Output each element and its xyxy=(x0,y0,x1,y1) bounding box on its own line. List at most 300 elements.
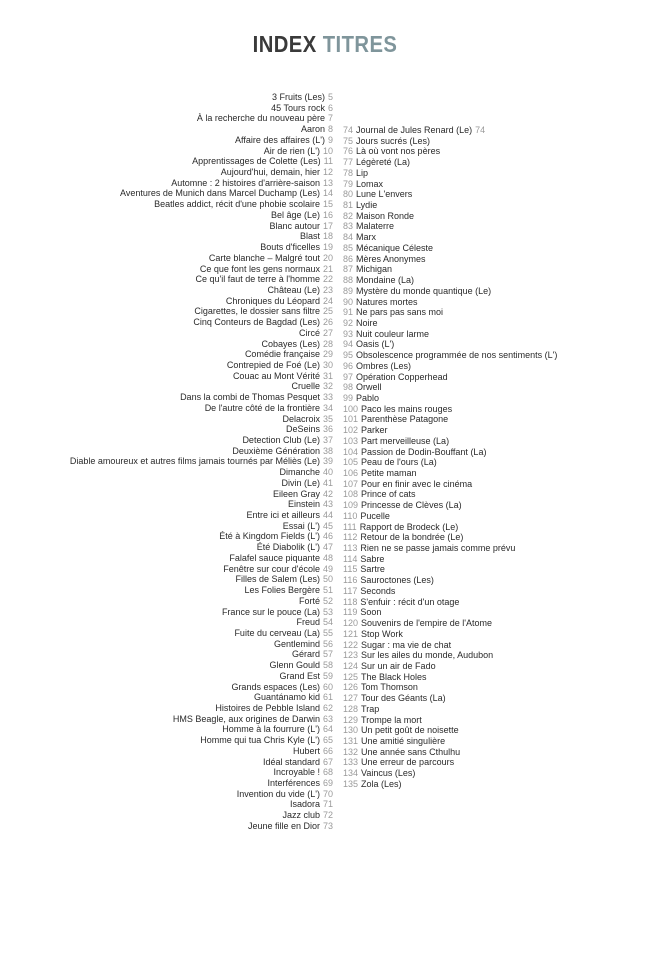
entry-number: 116 xyxy=(343,575,358,586)
index-entry xyxy=(70,296,333,307)
entry-number: 77 xyxy=(343,157,354,168)
entry-title: Chroniques du Léopard xyxy=(225,295,320,306)
entry-number: 67 xyxy=(322,756,333,767)
entry-number: 98 xyxy=(343,382,354,393)
entry-title: Gérard xyxy=(291,649,320,660)
entry-title: 45 Tours rock xyxy=(271,102,325,113)
entry-number: 39 xyxy=(322,456,333,467)
entry-title: Fuite du cerveau (La) xyxy=(234,627,320,638)
entry-number: 56 xyxy=(322,638,333,649)
index-entry xyxy=(343,297,557,308)
entry-number: 85 xyxy=(343,242,354,253)
entry-title: Sartre xyxy=(360,564,385,575)
entry-title: Part merveilleuse (La) xyxy=(361,435,450,446)
entry-title: Pablo xyxy=(356,392,380,403)
index-entry xyxy=(70,103,333,114)
entry-title: Blast xyxy=(299,231,320,242)
entry-number: 106 xyxy=(343,468,359,478)
entry-title: Marx xyxy=(356,232,377,243)
entry-number: 29 xyxy=(322,349,333,360)
entry-title: Aujourd'hui, demain, hier xyxy=(220,167,320,178)
entry-number: 27 xyxy=(322,327,333,338)
entry-title: Carte blanche – Malgré tout xyxy=(208,252,320,263)
entry-number: 12 xyxy=(322,167,333,178)
entry-title: Zola (Les) xyxy=(361,778,402,789)
entry-title: Forté xyxy=(298,595,320,606)
index-entry xyxy=(343,554,557,565)
index-entry xyxy=(70,746,333,757)
index-entry xyxy=(70,767,333,778)
entry-title: Noire xyxy=(356,317,378,328)
index-entry xyxy=(70,253,333,264)
entry-title: Rapport de Brodeck (Le) xyxy=(359,521,459,532)
entry-title: Fenêtre sur cour d'école xyxy=(223,563,320,574)
entry-title: Pucelle xyxy=(360,510,390,521)
entry-number: 114 xyxy=(343,553,358,564)
entry-number: 81 xyxy=(343,200,354,211)
entry-title: Stop Work xyxy=(361,628,403,639)
entry-title: Sauroctones (Les) xyxy=(360,575,434,586)
index-entry xyxy=(343,329,557,340)
entry-number: 51 xyxy=(322,585,333,596)
index-entry xyxy=(343,725,557,736)
entry-number: 14 xyxy=(322,188,333,199)
entry-title: Lune L'envers xyxy=(356,189,413,200)
entry-number: 57 xyxy=(322,649,333,660)
index-entry xyxy=(343,168,557,179)
index-entry xyxy=(343,747,557,758)
index-entry xyxy=(70,392,333,403)
entry-title: Air de rien (L') xyxy=(263,145,320,156)
entry-title: Dimanche xyxy=(279,467,320,478)
entry-number: 112 xyxy=(343,532,358,543)
index-entry xyxy=(343,125,557,136)
entry-title: Lydie xyxy=(356,200,378,211)
index-entry xyxy=(70,188,333,199)
page-title xyxy=(39,31,611,58)
entry-number: 65 xyxy=(322,735,333,746)
entry-number: 78 xyxy=(343,167,354,178)
index-entry xyxy=(343,511,557,522)
index-entry xyxy=(343,757,557,768)
index-entry xyxy=(70,617,333,628)
entry-number: 117 xyxy=(343,585,358,596)
index-entry xyxy=(70,167,333,178)
entry-title: Retour de la bondrée (Le) xyxy=(360,532,464,543)
entry-number: 8 xyxy=(327,124,333,135)
entry-title: Château (Le) xyxy=(267,284,320,295)
index-entry xyxy=(343,404,557,415)
entry-number: 119 xyxy=(343,607,358,618)
index-entry xyxy=(343,468,557,479)
entry-number: 18 xyxy=(322,231,333,242)
entry-title: Mondaine (La) xyxy=(356,275,415,286)
entry-number: 19 xyxy=(322,242,333,253)
index-entry xyxy=(343,382,557,393)
entry-number: 38 xyxy=(322,445,333,456)
entry-number: 9 xyxy=(327,134,333,145)
index-entry xyxy=(70,639,333,650)
entry-title: Guantánamo kid xyxy=(253,692,320,703)
index-entry xyxy=(70,92,333,103)
entry-title: Lip xyxy=(356,167,369,178)
entry-number: 99 xyxy=(343,392,354,403)
entry-title: Parenthèse Patagone xyxy=(361,414,449,425)
entry-number: 61 xyxy=(322,692,333,703)
entry-title: Seconds xyxy=(360,585,396,596)
entry-number: 108 xyxy=(343,489,359,500)
entry-number: 132 xyxy=(343,746,359,757)
index-entry xyxy=(70,499,333,510)
index-entry xyxy=(70,596,333,607)
entry-title: Couac au Mont Vérité xyxy=(232,370,320,381)
index-entry xyxy=(70,489,333,500)
entry-title: Petite maman xyxy=(361,468,417,478)
entry-title: Été Diabolik (L') xyxy=(256,542,320,553)
entry-title: Souvenirs de l'empire de l'Atome xyxy=(361,618,493,629)
index-entry xyxy=(343,243,557,254)
entry-number: 86 xyxy=(343,253,354,264)
entry-title: Nuit couleur larme xyxy=(356,328,430,339)
entry-number: 88 xyxy=(343,275,354,286)
index-entry xyxy=(343,586,557,597)
index-entry xyxy=(343,629,557,640)
entry-title: Sur un air de Fado xyxy=(361,660,436,671)
entry-title: Contrepied de Foé (Le) xyxy=(226,359,320,370)
entry-title: Pour en finir avec le cinéma xyxy=(361,478,473,489)
entry-number: 135 xyxy=(343,778,359,789)
entry-number: 47 xyxy=(322,542,333,553)
entry-title: Aventures de Munich dans Marcel Duchamp (Les) xyxy=(120,188,320,199)
index-entry xyxy=(70,542,333,553)
entry-title: Une amitié singulière xyxy=(361,735,446,746)
entry-title: Homme à la fourrure (L') xyxy=(222,724,320,735)
index-entry xyxy=(70,714,333,725)
entry-number: 97 xyxy=(343,371,354,382)
entry-title: Sabre xyxy=(360,553,385,564)
entry-title: Blanc autour xyxy=(269,220,320,231)
entry-title: Orwell xyxy=(356,382,382,393)
entry-number: 30 xyxy=(322,359,333,370)
index-entry xyxy=(70,789,333,800)
index-entry xyxy=(343,564,557,575)
entry-number: 6 xyxy=(327,102,333,113)
entry-number: 16 xyxy=(322,209,333,220)
entry-title: Jeune fille en Dior xyxy=(247,820,320,831)
title-index: INDEX xyxy=(252,31,317,57)
entry-title: Essai (L') xyxy=(282,520,320,531)
index-entry xyxy=(70,242,333,253)
index-entry xyxy=(343,307,557,318)
entry-number: 46 xyxy=(322,531,333,542)
entry-title: Jours sucrés (Les) xyxy=(356,135,431,146)
index-entry xyxy=(70,435,333,446)
entry-number: 43 xyxy=(322,499,333,510)
entry-title: Detection Club (Le) xyxy=(242,435,320,445)
entry-number: 45 xyxy=(322,520,333,531)
entry-number: 32 xyxy=(322,381,333,392)
index-entry xyxy=(70,660,333,671)
entry-number: 118 xyxy=(343,596,358,607)
entry-title: Ce que font les gens normaux xyxy=(199,263,320,274)
index-entry xyxy=(70,607,333,618)
index-entry xyxy=(343,200,557,211)
entry-title: Diable amoureux et autres films jamais tournés par Méliès (Le) xyxy=(69,456,320,467)
entry-number: 104 xyxy=(343,446,359,457)
entry-number: 113 xyxy=(343,543,358,554)
entry-title: Automne : 2 histoires d'arrière-saison xyxy=(171,177,320,188)
index-entry xyxy=(343,672,557,683)
entry-page-number: 74 xyxy=(475,125,486,135)
entry-number: 64 xyxy=(322,724,333,735)
entry-title: Mères Anonymes xyxy=(356,253,426,264)
index-entry xyxy=(343,157,557,168)
entry-number: 133 xyxy=(343,757,359,768)
index-entry xyxy=(70,360,333,371)
entry-number: 111 xyxy=(343,521,357,532)
index-entry xyxy=(70,231,333,242)
entry-number: 50 xyxy=(322,574,333,585)
index-entry xyxy=(70,521,333,532)
index-entry xyxy=(70,285,333,296)
entry-title: Apprentissages de Colette (Les) xyxy=(192,156,321,167)
index-entry xyxy=(70,306,333,317)
entry-number: 11 xyxy=(323,156,333,167)
entry-title: Journal de Jules Renard (Le) xyxy=(356,125,473,135)
entry-title: Parker xyxy=(361,425,388,436)
entry-number: 125 xyxy=(343,671,359,682)
entry-number: 91 xyxy=(343,307,354,318)
index-entry xyxy=(343,372,557,383)
entry-title: Trompe la mort xyxy=(361,714,422,725)
index-entry xyxy=(343,779,557,790)
entry-title: Soon xyxy=(360,607,382,618)
entry-title: Cigarettes, le dossier sans filtre xyxy=(194,306,320,317)
index-entry xyxy=(343,146,557,157)
entry-number: 41 xyxy=(322,477,333,488)
index-entry xyxy=(343,597,557,608)
entry-number: 102 xyxy=(343,425,359,436)
entry-title: Ne pars pas sans moi xyxy=(356,307,444,318)
index-entry xyxy=(343,136,557,147)
entry-title: Michigan xyxy=(356,264,393,275)
entry-title: Entre ici et ailleurs xyxy=(246,510,320,521)
entry-number: 5 xyxy=(327,92,333,102)
entry-title: France sur le pouce (La) xyxy=(221,606,320,617)
index-entry xyxy=(343,661,557,672)
entry-title: Sugar : ma vie de chat xyxy=(361,639,452,650)
index-entry xyxy=(343,339,557,350)
entry-number: 128 xyxy=(343,703,359,714)
entry-number: 34 xyxy=(322,402,333,413)
index-entry xyxy=(343,318,557,329)
entry-number: 110 xyxy=(343,510,358,521)
index-entry xyxy=(343,264,557,275)
entry-number: 121 xyxy=(343,628,359,639)
index-entry xyxy=(343,618,557,629)
entry-title: Natures mortes xyxy=(356,296,418,307)
entry-number: 134 xyxy=(343,768,359,779)
entry-title: Trap xyxy=(361,703,380,714)
entry-number: 95 xyxy=(343,350,354,361)
entry-title: Eileen Gray xyxy=(272,488,320,499)
index-entry xyxy=(343,543,557,554)
index-entry xyxy=(343,457,557,468)
index-entry xyxy=(70,221,333,232)
entry-number: 75 xyxy=(343,135,354,146)
entry-number: 127 xyxy=(343,693,359,704)
index-entry xyxy=(70,799,333,810)
entry-number: 115 xyxy=(343,564,358,575)
index-entry xyxy=(343,425,557,436)
index-entry xyxy=(70,156,333,167)
index-entry xyxy=(343,179,557,190)
entry-title: Oasis (L') xyxy=(356,339,395,350)
entry-title: Isadora xyxy=(289,799,320,810)
index-entry xyxy=(70,757,333,768)
entry-title: Rien ne se passe jamais comme prévu xyxy=(360,543,516,554)
entry-title: Princesse de Clèves (La) xyxy=(361,500,462,511)
entry-number: 53 xyxy=(322,606,333,617)
entry-title: Gentlemind xyxy=(273,638,320,649)
entry-number: 82 xyxy=(343,210,354,221)
index-entry xyxy=(70,317,333,328)
entry-title: Cobayes (Les) xyxy=(261,338,320,349)
entry-number: 55 xyxy=(322,627,333,638)
entry-title: Ombres (Les) xyxy=(356,360,412,371)
entry-number: 123 xyxy=(343,650,359,661)
entry-title: 3 Fruits (Les) xyxy=(271,92,325,102)
index-entry xyxy=(70,113,333,124)
entry-title: Divin (Le) xyxy=(281,477,320,488)
entry-title: Grand Est xyxy=(279,670,320,681)
index-entry xyxy=(343,221,557,232)
entry-number: 74 xyxy=(343,125,354,135)
index-entry xyxy=(70,446,333,457)
entry-number: 62 xyxy=(322,702,333,713)
entry-number: 120 xyxy=(343,618,359,629)
entry-title: Ce qu'il faut de terre à l'homme xyxy=(195,274,320,285)
index-entry xyxy=(70,381,333,392)
entry-title: Affaire des affaires (L') xyxy=(235,134,325,145)
entry-number: 84 xyxy=(343,232,354,243)
entry-number: 105 xyxy=(343,457,359,468)
index-entry xyxy=(70,703,333,714)
entry-number: 83 xyxy=(343,221,354,232)
index-entry xyxy=(70,574,333,585)
entry-number: 42 xyxy=(322,488,333,499)
index-left-column xyxy=(70,92,333,832)
entry-number: 109 xyxy=(343,500,359,511)
entry-title: À la recherche du nouveau père xyxy=(196,113,325,124)
entry-title: Cinq Conteurs de Bagdad (Les) xyxy=(193,317,320,328)
entry-number: 25 xyxy=(322,306,333,317)
index-entry xyxy=(70,649,333,660)
entry-title: Deuxième Génération xyxy=(232,445,320,456)
entry-number: 10 xyxy=(322,145,333,156)
entry-title: Légèreté (La) xyxy=(356,157,411,168)
entry-number: 71 xyxy=(322,799,333,810)
entry-title: Delacroix xyxy=(282,413,320,424)
index-entry xyxy=(70,810,333,821)
index-entry xyxy=(343,532,557,543)
index-entry xyxy=(343,693,557,704)
index-entry xyxy=(343,447,557,458)
entry-number: 54 xyxy=(322,617,333,628)
entry-number: 96 xyxy=(343,360,354,371)
index-entry xyxy=(70,671,333,682)
entry-number: 130 xyxy=(343,725,359,736)
entry-number: 93 xyxy=(343,328,354,339)
entry-number: 26 xyxy=(322,317,333,328)
index-entry xyxy=(343,189,557,200)
entry-number: 103 xyxy=(343,435,359,446)
entry-title: Un petit goût de noisette xyxy=(361,725,459,736)
entry-title: Glenn Gould xyxy=(269,660,320,671)
index-entry xyxy=(70,349,333,360)
entry-number: 69 xyxy=(322,778,333,788)
index-entry xyxy=(70,821,333,832)
title-titres: TITRES xyxy=(322,31,398,57)
entry-number: 31 xyxy=(322,370,333,381)
index-entry xyxy=(70,564,333,575)
entry-number: 36 xyxy=(322,424,333,435)
index-entry xyxy=(343,640,557,651)
entry-number: 72 xyxy=(322,810,333,821)
index-entry xyxy=(70,456,333,467)
index-entry xyxy=(70,264,333,275)
entry-number: 52 xyxy=(322,595,333,606)
index-entry xyxy=(343,393,557,404)
index-entry xyxy=(70,339,333,350)
index-entry xyxy=(343,522,557,533)
index-entry xyxy=(70,778,333,789)
entry-number: 100 xyxy=(343,403,359,414)
entry-title: Dans la combi de Thomas Pesquet xyxy=(180,392,320,403)
entry-title: Freud xyxy=(296,617,320,628)
entry-title: Lomax xyxy=(356,178,384,189)
entry-title: Filles de Salem (Les) xyxy=(235,574,320,585)
entry-number: 73 xyxy=(322,820,333,831)
index-entry xyxy=(70,414,333,425)
index-entry xyxy=(343,715,557,726)
entry-title: Hubert xyxy=(292,745,320,756)
index-entry xyxy=(343,211,557,222)
index-entry xyxy=(343,232,557,243)
entry-number: 7 xyxy=(327,113,333,124)
entry-title: Tom Thomson xyxy=(361,682,418,693)
index-entry xyxy=(343,489,557,500)
index-entry xyxy=(70,199,333,210)
entry-title: Été à Kingdom Fields (L') xyxy=(219,531,320,542)
entry-title: HMS Beagle, aux origines de Darwin xyxy=(172,713,320,724)
index-entry xyxy=(343,650,557,661)
entry-number: 40 xyxy=(322,467,333,478)
entry-number: 33 xyxy=(322,392,333,403)
entry-title: Obsolescence programmée de nos sentiments (L') xyxy=(356,350,558,361)
entry-title: Homme qui tua Chris Kyle (L') xyxy=(200,735,320,746)
entry-number: 63 xyxy=(322,713,333,724)
entry-number: 44 xyxy=(322,510,333,521)
index-entry xyxy=(343,768,557,779)
entry-title: Là où vont nos pères xyxy=(356,146,441,157)
index-entry xyxy=(343,361,557,372)
entry-title: Circé xyxy=(298,327,320,338)
entry-title: Grands espaces (Les) xyxy=(231,681,320,692)
index-entry xyxy=(343,682,557,693)
index-entry xyxy=(343,575,557,586)
index-entry xyxy=(70,553,333,564)
